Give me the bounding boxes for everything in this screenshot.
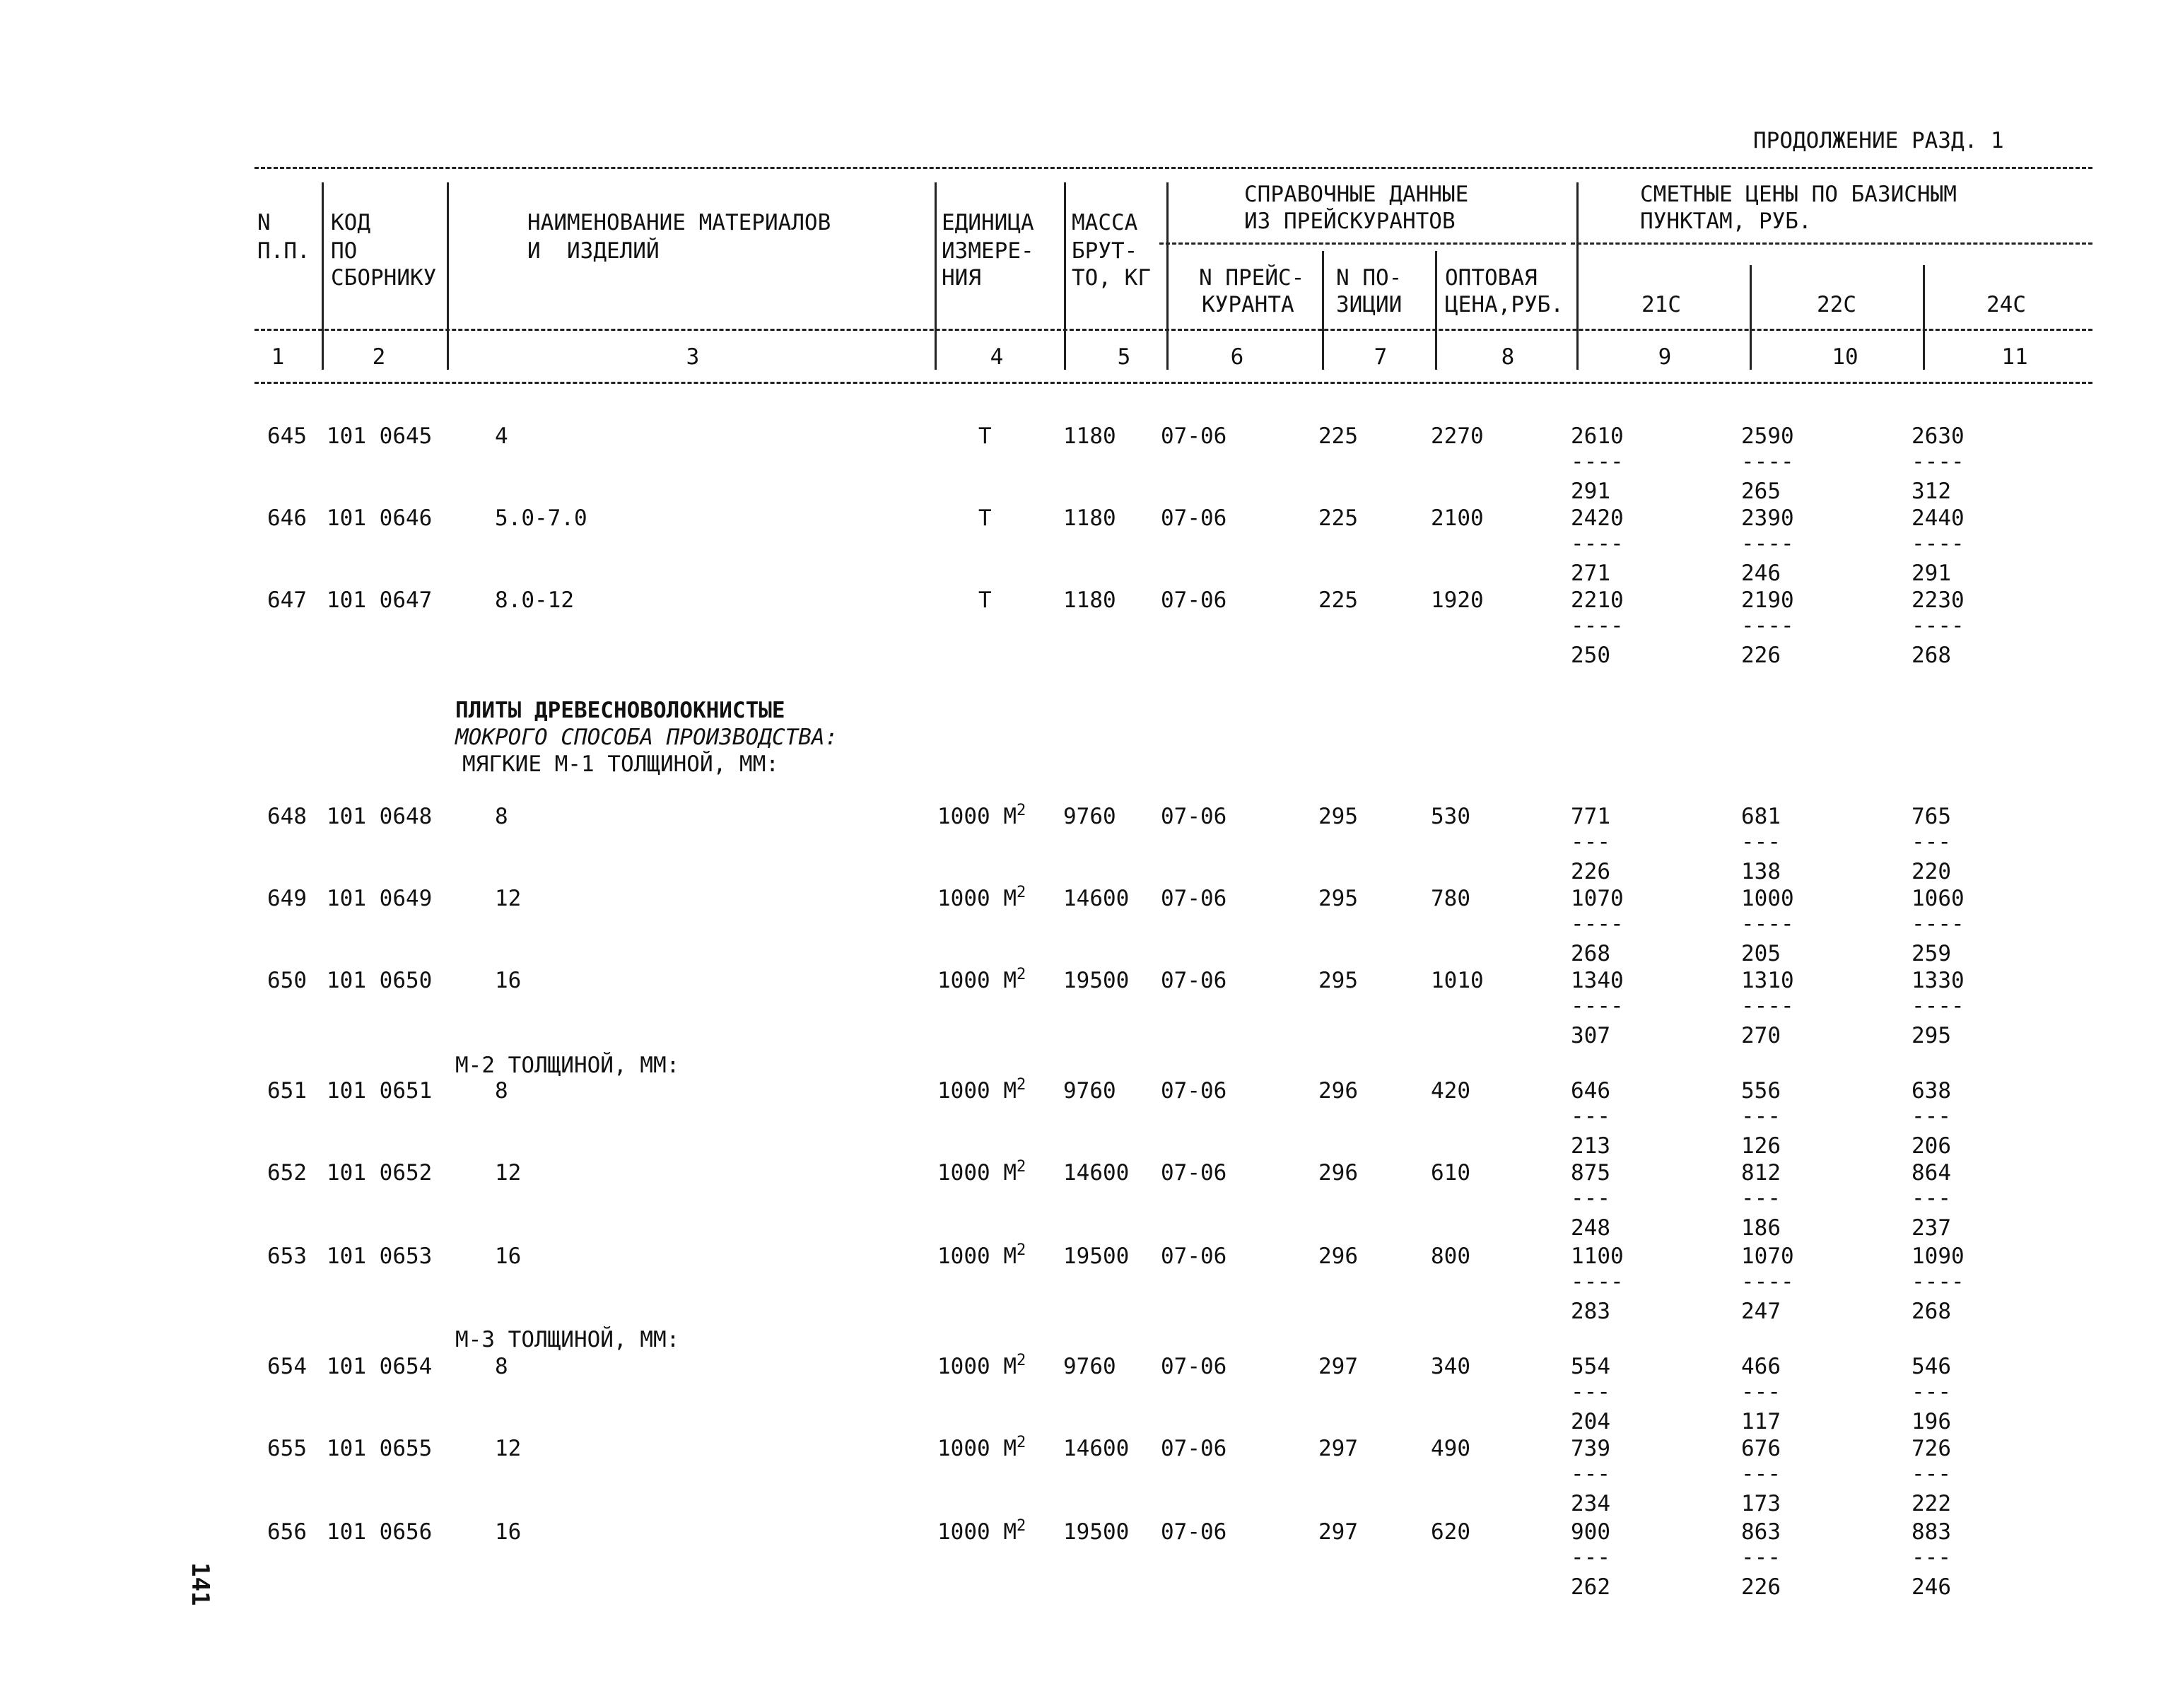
cell-mass: 1180 xyxy=(1063,587,1116,613)
cell-pos: 296 xyxy=(1318,1160,1358,1186)
cell-price-transport: 271 xyxy=(1571,561,1610,586)
cell-price-separator: ---- xyxy=(1912,1269,1965,1294)
column-number: 4 xyxy=(990,344,1004,370)
cell-name: 16 xyxy=(495,1519,522,1545)
cell-price-separator: --- xyxy=(1741,1461,1781,1487)
unit-text: 1000 М xyxy=(937,886,1017,911)
cell-unit xyxy=(937,1241,1026,1269)
cell-price-separator: ---- xyxy=(1571,993,1624,1019)
cell-price-separator: ---- xyxy=(1741,613,1794,638)
cell-price-value: 2630 xyxy=(1912,423,1965,449)
cell-pr: 07-06 xyxy=(1161,587,1227,613)
cell-pos: 295 xyxy=(1318,886,1358,911)
cell-code: 101 0650 xyxy=(327,968,433,993)
cell-price-separator: ---- xyxy=(1571,613,1624,638)
cell-price-value: 812 xyxy=(1741,1160,1781,1186)
cell-price-value: 1000 xyxy=(1741,886,1794,911)
page-header: ПРОДОЛЖЕНИЕ РАЗД. 1 xyxy=(1753,128,2004,153)
unit-text: 1000 М xyxy=(937,968,1017,993)
column-number: 7 xyxy=(1374,344,1388,370)
col1-header-line2: П.П. xyxy=(257,238,310,264)
cell-mass: 14600 xyxy=(1063,1160,1130,1186)
cell-unit xyxy=(937,884,1026,911)
cell-name: 12 xyxy=(495,1436,522,1461)
unit-text: 1000 М xyxy=(937,1519,1017,1545)
cell-code: 101 0645 xyxy=(327,423,433,449)
col-divider xyxy=(1576,182,1579,370)
cell-price-transport: 283 xyxy=(1571,1299,1610,1324)
col1-header-line1: N xyxy=(257,210,271,235)
cell-name: 16 xyxy=(495,968,522,993)
unit-exponent: 2 xyxy=(1016,802,1026,819)
cell-price-transport: 206 xyxy=(1912,1133,1951,1159)
cell-price: 2100 xyxy=(1431,505,1484,531)
col-divider xyxy=(322,182,324,370)
col6-header-line1: N ПРЕЙС- xyxy=(1199,265,1305,291)
group1-header-line2: ИЗ ПРЕЙСКУРАНТОВ xyxy=(1244,209,1456,234)
cell-price-value: 681 xyxy=(1741,804,1781,829)
cell-price-separator: ---- xyxy=(1741,531,1794,556)
section-subheading: МОКРОГО СПОСОБА ПРОИЗВОДСТВА: xyxy=(455,725,838,750)
cell-mass: 14600 xyxy=(1063,886,1130,911)
cell-price-value: 1070 xyxy=(1571,886,1624,911)
col6-header-line2: КУРАНТА xyxy=(1202,292,1294,317)
col3-header-line2: И ИЗДЕЛИЙ xyxy=(527,238,660,264)
cell-price-separator: ---- xyxy=(1912,531,1965,556)
cell-pr: 07-06 xyxy=(1161,804,1227,829)
cell-price-value: 1090 xyxy=(1912,1244,1965,1269)
cell-price-separator: ---- xyxy=(1741,1269,1794,1294)
cell-price-value: 2390 xyxy=(1741,505,1794,531)
cell-unit xyxy=(937,1076,1026,1104)
col8-header-line1: ОПТОВАЯ xyxy=(1445,265,1538,291)
cell-mass: 9760 xyxy=(1063,1078,1116,1104)
column-number: 11 xyxy=(2001,344,2028,370)
cell-price-transport: 265 xyxy=(1741,479,1781,504)
cell-n: 656 xyxy=(267,1519,307,1545)
cell-price-transport: 222 xyxy=(1912,1491,1951,1516)
col2-header-line1: КОД xyxy=(331,210,370,235)
cell-code: 101 0652 xyxy=(327,1160,433,1186)
cell-price-separator: --- xyxy=(1571,1104,1610,1129)
col11-header: 24С xyxy=(1986,292,2026,317)
cell-price-separator: --- xyxy=(1912,1186,1951,1211)
section-subheading-m1: МЯГКИЕ М-1 ТОЛЩИНОЙ, ММ: xyxy=(462,751,779,777)
cell-name: 5.0-7.0 xyxy=(495,505,587,531)
cell-name: 8.0-12 xyxy=(495,587,574,613)
cell-price-separator: --- xyxy=(1741,1379,1781,1405)
cell-price-value: 771 xyxy=(1571,804,1610,829)
cell-price-separator: --- xyxy=(1912,829,1951,855)
unit-exponent: 2 xyxy=(1016,966,1026,983)
cell-price-separator: --- xyxy=(1912,1379,1951,1405)
col10-header: 22С xyxy=(1817,292,1856,317)
cell-price-separator: --- xyxy=(1571,1461,1610,1487)
cell-price: 780 xyxy=(1431,886,1470,911)
cell-price-value: 863 xyxy=(1741,1519,1781,1545)
cell-price-transport: 250 xyxy=(1571,643,1610,668)
cell-price-transport: 312 xyxy=(1912,479,1951,504)
cell-price-value: 546 xyxy=(1912,1354,1951,1379)
cell-mass: 1180 xyxy=(1063,423,1116,449)
cell-code: 101 0648 xyxy=(327,804,433,829)
group1-rule xyxy=(1159,242,1566,245)
unit-text: 1000 М xyxy=(937,804,1017,829)
cell-price-separator: --- xyxy=(1571,1545,1610,1570)
cell-price-transport: 234 xyxy=(1571,1491,1610,1516)
cell-price-transport: 307 xyxy=(1571,1023,1610,1048)
cell-price-separator: ---- xyxy=(1912,449,1965,474)
cell-price-separator: --- xyxy=(1741,829,1781,855)
cell-price-transport: 268 xyxy=(1912,1299,1951,1324)
col7-header-line1: N ПО- xyxy=(1336,265,1403,291)
cell-price-transport: 226 xyxy=(1571,859,1610,884)
col-divider xyxy=(935,182,937,370)
col5-header-line1: МАССА xyxy=(1072,210,1138,235)
col-divider xyxy=(1750,265,1752,370)
col-divider xyxy=(1064,182,1066,370)
cell-unit xyxy=(937,1517,1026,1545)
cell-price-value: 900 xyxy=(1571,1519,1610,1545)
cell-price-separator: ---- xyxy=(1912,613,1965,638)
header-bottom-rule xyxy=(254,382,2092,384)
cell-price-transport: 117 xyxy=(1741,1409,1781,1434)
cell-n: 652 xyxy=(267,1160,307,1186)
cell-price-transport: 186 xyxy=(1741,1215,1781,1241)
cell-price-separator: ---- xyxy=(1741,449,1794,474)
cell-price-value: 765 xyxy=(1912,804,1951,829)
cell-price: 340 xyxy=(1431,1354,1470,1379)
cell-price-value: 2230 xyxy=(1912,587,1965,613)
unit-text: 1000 М xyxy=(937,1354,1017,1379)
unit-exponent: 2 xyxy=(1016,1517,1026,1535)
cell-price-separator: ---- xyxy=(1571,1269,1624,1294)
column-number: 1 xyxy=(271,344,285,370)
cell-pos: 297 xyxy=(1318,1519,1358,1545)
cell-price-transport: 268 xyxy=(1571,941,1610,966)
cell-mass: 19500 xyxy=(1063,968,1130,993)
unit-text: 1000 М xyxy=(937,1160,1017,1186)
cell-pos: 297 xyxy=(1318,1354,1358,1379)
cell-code: 101 0656 xyxy=(327,1519,433,1545)
cell-pos: 295 xyxy=(1318,804,1358,829)
cell-code: 101 0647 xyxy=(327,587,433,613)
col9-header: 21С xyxy=(1641,292,1681,317)
cell-price-value: 1060 xyxy=(1912,886,1965,911)
col8-header-line2: ЦЕНА,РУБ. xyxy=(1445,292,1564,317)
cell-price: 530 xyxy=(1431,804,1470,829)
cell-pr: 07-06 xyxy=(1161,1354,1227,1379)
cell-price-separator: --- xyxy=(1741,1104,1781,1129)
cell-price-separator: ---- xyxy=(1912,911,1965,937)
col3-header-line1: НАИМЕНОВАНИЕ МАТЕРИАЛОВ xyxy=(527,210,831,235)
group2-rule xyxy=(1571,242,2092,245)
subheading-m3: М-3 ТОЛЩИНОЙ, ММ: xyxy=(455,1327,680,1352)
cell-price: 2270 xyxy=(1431,423,1484,449)
cell-code: 101 0654 xyxy=(327,1354,433,1379)
cell-code: 101 0655 xyxy=(327,1436,433,1461)
cell-price: 620 xyxy=(1431,1519,1470,1545)
col-divider xyxy=(1322,251,1324,370)
cell-price-transport: 291 xyxy=(1912,561,1951,586)
cell-unit xyxy=(937,1158,1026,1186)
cell-price-separator: --- xyxy=(1912,1545,1951,1570)
cell-name: 8 xyxy=(495,1078,508,1104)
cell-price-value: 556 xyxy=(1741,1078,1781,1104)
cell-price-transport: 213 xyxy=(1571,1133,1610,1159)
cell-pos: 225 xyxy=(1318,505,1358,531)
cell-pr: 07-06 xyxy=(1161,1436,1227,1461)
cell-price-value: 2440 xyxy=(1912,505,1965,531)
cell-price-transport: 226 xyxy=(1741,643,1781,668)
cell-price: 490 xyxy=(1431,1436,1470,1461)
cell-price-value: 638 xyxy=(1912,1078,1951,1104)
col4-header-line2: ИЗМЕРЕ- xyxy=(942,238,1034,264)
cell-price-transport: 226 xyxy=(1741,1574,1781,1600)
cell-price-value: 1310 xyxy=(1741,968,1794,993)
cell-price-transport: 295 xyxy=(1912,1023,1951,1048)
cell-price-separator: --- xyxy=(1912,1461,1951,1487)
cell-price-transport: 259 xyxy=(1912,941,1951,966)
cell-price-transport: 196 xyxy=(1912,1409,1951,1434)
cell-code: 101 0646 xyxy=(327,505,433,531)
cell-pr: 07-06 xyxy=(1161,423,1227,449)
cell-price-separator: ---- xyxy=(1741,911,1794,937)
cell-name: 12 xyxy=(495,886,522,911)
unit-text: 1000 М xyxy=(937,1078,1017,1104)
column-number: 5 xyxy=(1117,344,1131,370)
cell-price-value: 2420 xyxy=(1571,505,1624,531)
cell-n: 655 xyxy=(267,1436,307,1461)
cell-price-separator: ---- xyxy=(1571,531,1624,556)
cell-unit xyxy=(937,802,1026,829)
cell-name: 8 xyxy=(495,1354,508,1379)
cell-price-separator: ---- xyxy=(1741,993,1794,1019)
cell-n: 650 xyxy=(267,968,307,993)
cell-pos: 225 xyxy=(1318,587,1358,613)
column-number: 9 xyxy=(1658,344,1672,370)
cell-unit: Т xyxy=(978,505,992,531)
cell-price-value: 466 xyxy=(1741,1354,1781,1379)
cell-price-separator: ---- xyxy=(1571,449,1624,474)
cell-pos: 296 xyxy=(1318,1078,1358,1104)
cell-price-separator: --- xyxy=(1571,829,1610,855)
cell-mass: 19500 xyxy=(1063,1519,1130,1545)
cell-price-value: 875 xyxy=(1571,1160,1610,1186)
unit-exponent: 2 xyxy=(1016,1241,1026,1259)
cell-pos: 225 xyxy=(1318,423,1358,449)
cell-pr: 07-06 xyxy=(1161,1160,1227,1186)
column-number: 2 xyxy=(372,344,386,370)
cell-mass: 14600 xyxy=(1063,1436,1130,1461)
cell-unit xyxy=(937,1352,1026,1379)
group2-header-line1: СМЕТНЫЕ ЦЕНЫ ПО БАЗИСНЫМ xyxy=(1640,182,1957,207)
cell-price-value: 1330 xyxy=(1912,968,1965,993)
unit-exponent: 2 xyxy=(1016,1352,1026,1369)
cell-price-value: 2190 xyxy=(1741,587,1794,613)
cell-price-separator: --- xyxy=(1741,1545,1781,1570)
cell-name: 16 xyxy=(495,1244,522,1269)
cell-pr: 07-06 xyxy=(1161,1078,1227,1104)
cell-n: 646 xyxy=(267,505,307,531)
cell-price-separator: --- xyxy=(1571,1379,1610,1405)
cell-price-separator: --- xyxy=(1912,1104,1951,1129)
cell-name: 4 xyxy=(495,423,508,449)
col-divider xyxy=(1923,265,1925,370)
cell-name: 12 xyxy=(495,1160,522,1186)
cell-pos: 297 xyxy=(1318,1436,1358,1461)
cell-n: 645 xyxy=(267,423,307,449)
cell-code: 101 0649 xyxy=(327,886,433,911)
cell-price-transport: 270 xyxy=(1741,1023,1781,1048)
unit-exponent: 2 xyxy=(1016,1434,1026,1451)
column-number: 3 xyxy=(686,344,700,370)
cell-price-value: 676 xyxy=(1741,1436,1781,1461)
column-number: 6 xyxy=(1230,344,1244,370)
unit-exponent: 2 xyxy=(1016,884,1026,901)
col2-header-line3: СБОРНИКУ xyxy=(331,265,437,291)
cell-price-transport: 204 xyxy=(1571,1409,1610,1434)
cell-unit xyxy=(937,966,1026,993)
cell-price-value: 726 xyxy=(1912,1436,1951,1461)
cell-pos: 296 xyxy=(1318,1244,1358,1269)
cell-price-value: 2610 xyxy=(1571,423,1624,449)
cell-price-value: 646 xyxy=(1571,1078,1610,1104)
cell-code: 101 0653 xyxy=(327,1244,433,1269)
cell-pr: 07-06 xyxy=(1161,968,1227,993)
unit-text: 1000 М xyxy=(937,1436,1017,1461)
col-divider xyxy=(1166,182,1169,370)
cell-code: 101 0651 xyxy=(327,1078,433,1104)
cell-unit: Т xyxy=(978,587,992,613)
cell-price-transport: 173 xyxy=(1741,1491,1781,1516)
col7-header-line2: ЗИЦИИ xyxy=(1336,292,1403,317)
cell-n: 649 xyxy=(267,886,307,911)
cell-unit: Т xyxy=(978,423,992,449)
cell-price-value: 739 xyxy=(1571,1436,1610,1461)
group2-header-line2: ПУНКТАМ, РУБ. xyxy=(1640,209,1812,234)
unit-exponent: 2 xyxy=(1016,1158,1026,1176)
cell-price-value: 1070 xyxy=(1741,1244,1794,1269)
col-divider xyxy=(1435,251,1437,370)
col2-header-line2: ПО xyxy=(331,238,358,264)
cell-price-transport: 246 xyxy=(1741,561,1781,586)
cell-n: 654 xyxy=(267,1354,307,1379)
cell-price-transport: 237 xyxy=(1912,1215,1951,1241)
cell-price-transport: 126 xyxy=(1741,1133,1781,1159)
cell-pr: 07-06 xyxy=(1161,1519,1227,1545)
cell-pr: 07-06 xyxy=(1161,886,1227,911)
cell-n: 651 xyxy=(267,1078,307,1104)
cell-price-value: 1340 xyxy=(1571,968,1624,993)
cell-price-separator: ---- xyxy=(1571,911,1624,937)
cell-n: 647 xyxy=(267,587,307,613)
col5-header-line3: ТО, КГ xyxy=(1072,265,1151,291)
unit-exponent: 2 xyxy=(1016,1076,1026,1094)
cell-price-value: 554 xyxy=(1571,1354,1610,1379)
col5-header-line2: БРУТ- xyxy=(1072,238,1138,264)
section-heading: ПЛИТЫ ДРЕВЕСНОВОЛОКНИСТЫЕ xyxy=(455,698,785,723)
header-top-rule xyxy=(254,167,2092,169)
cell-n: 648 xyxy=(267,804,307,829)
group1-header-line1: СПРАВОЧНЫЕ ДАННЫЕ xyxy=(1244,182,1469,207)
cell-pos: 295 xyxy=(1318,968,1358,993)
column-number: 8 xyxy=(1501,344,1515,370)
cell-price-transport: 220 xyxy=(1912,859,1951,884)
subheading-m2: М-2 ТОЛЩИНОЙ, ММ: xyxy=(455,1053,680,1078)
cell-price-transport: 262 xyxy=(1571,1574,1610,1600)
cell-pr: 07-06 xyxy=(1161,1244,1227,1269)
cell-price-transport: 291 xyxy=(1571,479,1610,504)
cell-price-value: 1100 xyxy=(1571,1244,1624,1269)
page-number: 141 xyxy=(186,1562,214,1606)
cell-price-transport: 138 xyxy=(1741,859,1781,884)
cell-mass: 9760 xyxy=(1063,804,1116,829)
cell-price-transport: 268 xyxy=(1912,643,1951,668)
cell-price-value: 883 xyxy=(1912,1519,1951,1545)
cell-price-value: 864 xyxy=(1912,1160,1951,1186)
cell-price: 1010 xyxy=(1431,968,1484,993)
cell-price-separator: ---- xyxy=(1912,993,1965,1019)
cell-price-transport: 205 xyxy=(1741,941,1781,966)
cell-price-value: 2590 xyxy=(1741,423,1794,449)
cell-price-transport: 246 xyxy=(1912,1574,1951,1600)
header-mid-rule xyxy=(254,329,2092,331)
cell-mass: 9760 xyxy=(1063,1354,1116,1379)
cell-name: 8 xyxy=(495,804,508,829)
cell-price: 420 xyxy=(1431,1078,1470,1104)
cell-mass: 19500 xyxy=(1063,1244,1130,1269)
column-number: 10 xyxy=(1832,344,1858,370)
cell-mass: 1180 xyxy=(1063,505,1116,531)
cell-price-transport: 247 xyxy=(1741,1299,1781,1324)
cell-price: 1920 xyxy=(1431,587,1484,613)
col4-header-line3: НИЯ xyxy=(942,265,981,291)
cell-price-value: 2210 xyxy=(1571,587,1624,613)
col4-header-line1: ЕДИНИЦА xyxy=(942,210,1034,235)
cell-pr: 07-06 xyxy=(1161,505,1227,531)
cell-unit xyxy=(937,1434,1026,1461)
cell-price-separator: --- xyxy=(1741,1186,1781,1211)
col-divider xyxy=(447,182,449,370)
cell-price: 800 xyxy=(1431,1244,1470,1269)
cell-n: 653 xyxy=(267,1244,307,1269)
unit-text: 1000 М xyxy=(937,1244,1017,1269)
cell-price-transport: 248 xyxy=(1571,1215,1610,1241)
cell-price: 610 xyxy=(1431,1160,1470,1186)
cell-price-separator: --- xyxy=(1571,1186,1610,1211)
